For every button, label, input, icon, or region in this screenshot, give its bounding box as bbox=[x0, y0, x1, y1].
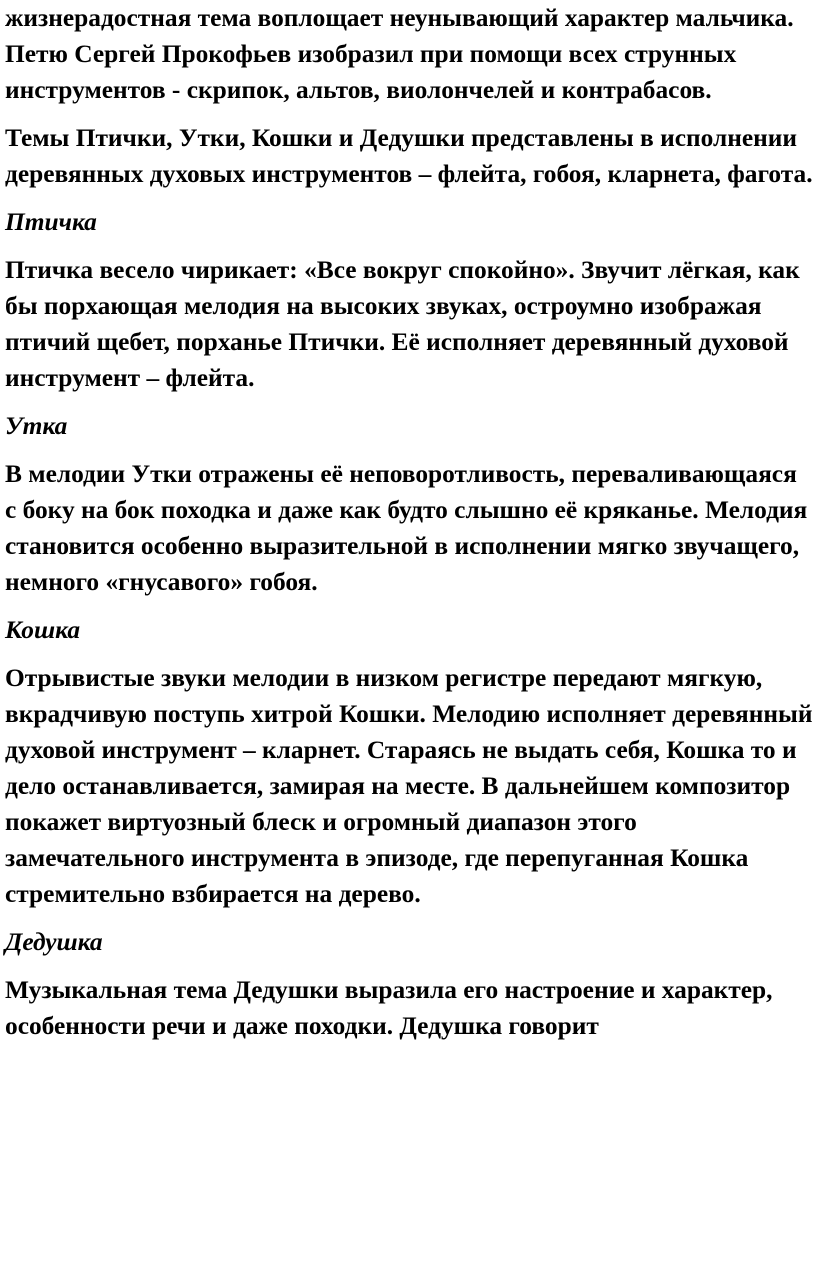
paragraph-woodwind-themes: Темы Птички, Утки, Кошки и Дедушки представлены в исполнении деревянных духовых инструментов – флейта, гобоя, кларнета, фагота. bbox=[5, 124, 813, 188]
paragraph-duck: В мелодии Утки отражены её неповоротливость, переваливающаяся с боку на бок походка и даже как будто слышно её кряканье. Мелодия становится особенно выразительной в исполнении мягко звучащего, немного «гнусавого» гобоя. bbox=[5, 460, 808, 596]
heading-duck: Утка bbox=[5, 412, 68, 440]
paragraph-bird: Птичка весело чирикает: «Все вокруг спокойно». Звучит лёгкая, как бы порхающая мелодия на высоких звуках, остроумно изображая птичий щебет, порханье Птички. Её исполняет деревянный духовой инструмент – флейта. bbox=[5, 256, 800, 392]
heading-bird: Птичка bbox=[5, 208, 97, 236]
heading-grandpa: Дедушка bbox=[5, 928, 103, 956]
document-page bbox=[5, 0, 813, 1044]
paragraph-grandpa: Музыкальная тема Дедушки выразила его настроение и характер, особенности речи и даже походки. Дедушка говорит bbox=[5, 976, 773, 1040]
heading-cat: Кошка bbox=[5, 616, 81, 644]
paragraph-cat: Отрывистые звуки мелодии в низком регистре передают мягкую, вкрадчивую поступь хитрой Кошки. Мелодию исполняет деревянный духовой инструмент – кларнет. Стараясь не выдать себя, Кошка то и дело останавливается, замирая на месте. В дальнейшем композитор покажет виртуозный блеск и огромный диапазон этого замечательного инструмента в эпизоде, где перепуганная Кошка стремительно взбирается на дерево. bbox=[5, 664, 813, 908]
paragraph-petya-strings: жизнерадостная тема воплощает неунывающий характер мальчика. Петю Сергей Прокофьев изобразил при помощи всех струнных инструментов - скрипок, альтов, виолончелей и контрабасов. bbox=[5, 4, 794, 104]
